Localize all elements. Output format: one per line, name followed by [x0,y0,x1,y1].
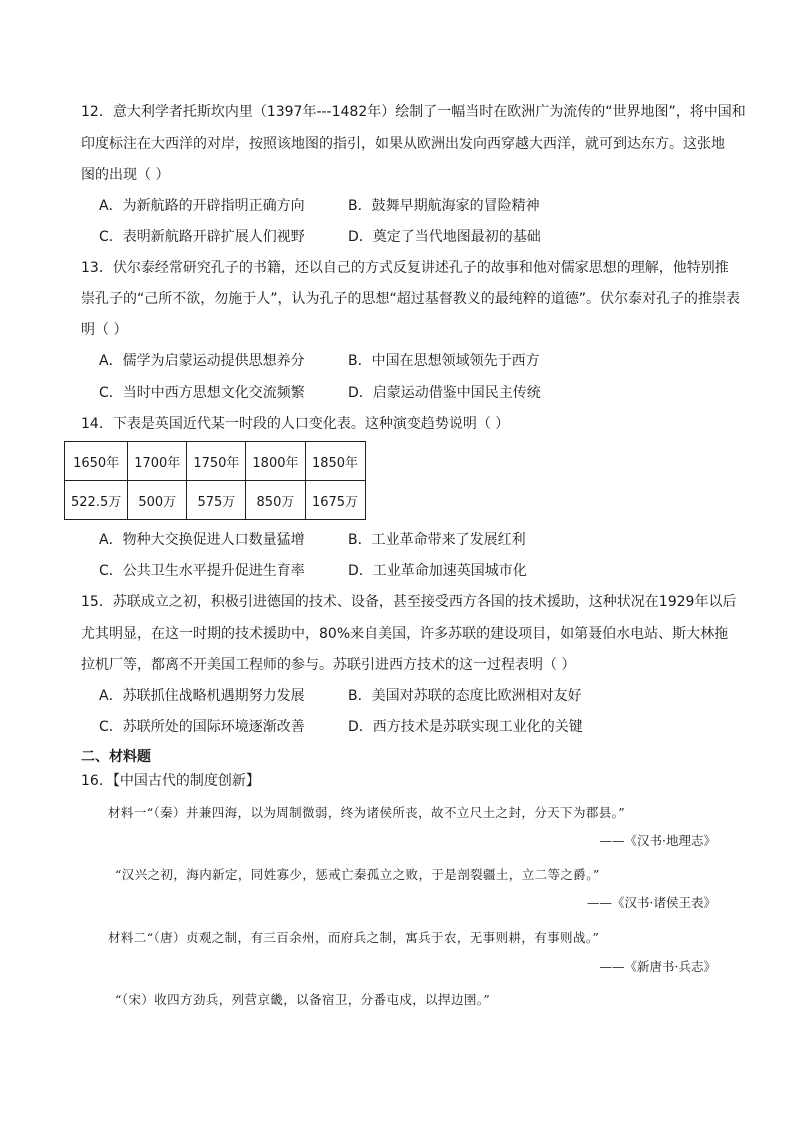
material-two-source-1: ——《新唐书·兵志》 [599,959,716,974]
material-two-quote-2: “（宋）收四方劲兵，列营京畿，以备宿卫，分番屯戍，以捍边圉。” [115,992,491,1007]
table-cell-year: 1750年 [187,442,246,481]
q12-stem-line-3: 图的出现（ ） [81,167,170,183]
table-cell-year: 1850年 [305,442,365,481]
q14-option-c: C．公共卫生水平提升促进生育率 [99,563,305,579]
q14-option-d: D．工业革命加速英国城市化 [348,563,527,579]
q15-stem-line-3: 拉机厂等，都离不开美国工程师的参与。苏联引进西方技术的这一过程表明（ ） [81,657,576,673]
q13-option-c: C．当时中西方思想文化交流频繁 [99,385,305,401]
section-heading: 二、材料题 [81,749,151,765]
table-cell-year: 1700年 [128,442,187,481]
material-one-source-2: ——《汉书·诸侯王表》 [587,895,716,910]
q13-option-a: A．儒学为启蒙运动提供思想养分 [99,353,305,369]
q13-option-b: B．中国在思想领域领先于西方 [348,353,540,369]
table-cell-year: 1650年 [65,442,128,481]
table-cell-year: 1800年 [246,442,305,481]
q12-option-d: D．奠定了当代地图最初的基础 [348,229,541,245]
q15-option-b: B．美国对苏联的态度比欧洲相对友好 [348,688,582,704]
table-cell-population: 500万 [128,481,187,520]
q13-option-d: D．启蒙运动借鉴中国民主传统 [348,385,541,401]
q12-stem-line-1: 12．意大利学者托斯坎内里（1397年---1482年）绘制了一幅当时在欧洲广为流传的“世界地图”，将中国和 [81,104,746,120]
q15-stem-line-1: 15．苏联成立之初，积极引进德国的技术、设备，甚至接受西方各国的技术援助，这种状况在1929年以后 [81,594,737,610]
q13-stem-line-2: 崇孔子的“己所不欲，勿施于人”，认为孔子的思想“超过基督教义的最纯粹的道德”。伏尔泰对孔子的推崇表 [81,291,741,307]
table-cell-population: 1675万 [305,481,365,520]
table-cell-population: 575万 [187,481,246,520]
q14-stem-line-1: 14．下表是英国近代某一时段的人口变化表。这种演变趋势说明（ ） [81,416,510,432]
q15-stem-line-2: 尤其明显，在这一时期的技术援助中，80%来自美国，许多苏联的建设项目，如第聂伯水电站、斯大林拖 [81,626,729,642]
material-one-quote-1: 材料一“（秦）并兼四海，以为周制微弱，终为诸侯所丧，故不立尺土之封，分天下为郡县。” [108,805,626,820]
q15-option-a: A．苏联抓住战略机遇期努力发展 [99,688,305,704]
q13-stem-line-1: 13．伏尔泰经常研究孔子的书籍，还以自己的方式反复讲述孔子的故事和他对儒家思想的理解，他特别推 [81,260,729,276]
table-cell-population: 850万 [246,481,305,520]
q12-option-a: A．为新航路的开辟指明正确方向 [99,198,305,214]
material-one-source-1: ——《汉书·地理志》 [599,833,716,848]
population-table [64,441,366,520]
q15-option-c: C．苏联所处的国际环境逐渐改善 [99,719,305,735]
q15-option-d: D．西方技术是苏联实现工业化的关键 [348,719,583,735]
q13-stem-line-3: 明（ ） [81,322,128,338]
material-two-quote-1: 材料二“（唐）贞观之制，有三百余州，而府兵之制，寓兵于农，无事则耕，有事则战。” [108,930,600,945]
table-row-population [65,481,366,520]
table-cell-population: 522.5万 [65,481,128,520]
q12-option-c: C．表明新航路开辟扩展人们视野 [99,229,305,245]
table-row-years [65,442,366,481]
q14-option-a: A．物种大交换促进人口数量猛增 [99,532,305,548]
material-one-quote-2: “汉兴之初，海内新定，同姓寡少，惩戒亡秦孤立之败，于是剖裂疆土，立二等之爵。” [115,867,600,882]
q12-option-b: B．鼓舞早期航海家的冒险精神 [348,198,540,214]
q12-stem-line-2: 印度标注在大西洋的对岸，按照该地图的指引，如果从欧洲出发向西穿越大西洋，就可到达东方。这张地 [81,136,725,152]
q16-title: 16．【中国古代的制度创新】 [81,773,260,789]
q14-option-b: B．工业革命带来了发展红利 [348,532,526,548]
